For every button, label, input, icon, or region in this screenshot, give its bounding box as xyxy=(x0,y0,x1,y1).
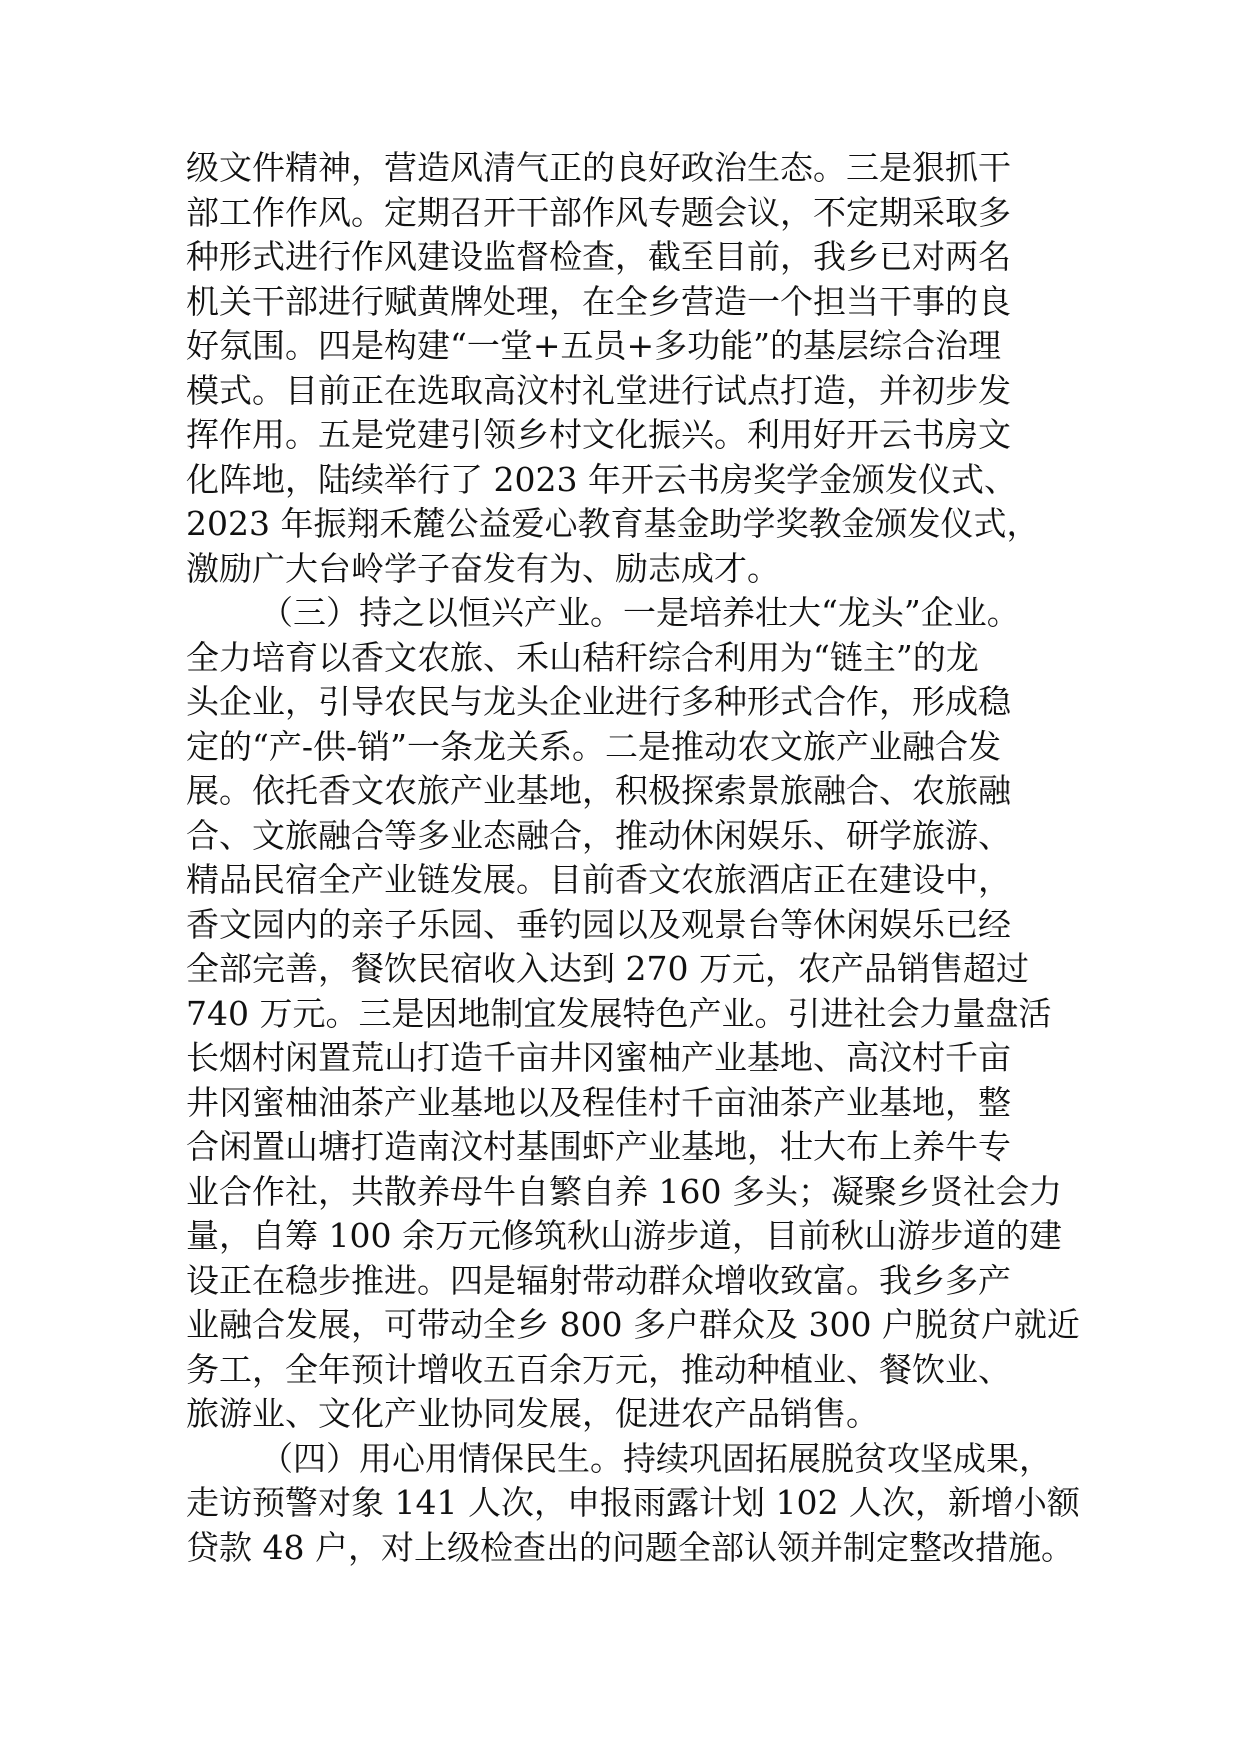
text-line: 务工，全年预计增收五百余万元，推动种植业、餐饮业、 xyxy=(186,1349,1011,1389)
text-line: 井冈蜜柚油茶产业基地以及程佳村千亩油茶产业基地，整 xyxy=(186,1082,1011,1122)
text-line: 全力培育以香文农旅、禾山秸秆综合利用为“链主”的龙 xyxy=(186,637,979,677)
text-line: 合闲置山塘打造南汶村基围虾产业基地，壮大布上养牛专 xyxy=(186,1127,1011,1166)
text-line: 好氛围。四是构建“一堂+五员+多功能”的基层综合治理 xyxy=(186,326,1002,365)
text-line: 定的“产-供-销”一条龙关系。二是推动农文旅产业融合发 xyxy=(186,726,1002,766)
text-line: 业合作社，共散养母牛自繁自养 160 多头；凝聚乡贤社会力 xyxy=(186,1171,1062,1211)
text-line: 2023 年振翔禾麓公益爱心教育基金助学奖教金颁发仪式， xyxy=(186,504,1040,543)
text-line: 挥作用。五是党建引领乡村文化振兴。利用好开云书房文 xyxy=(186,415,1011,454)
text-line: （四）用心用情保民生。持续巩固拓展脱贫攻坚成果， xyxy=(260,1438,1052,1478)
text-line: 激励广大台岭学子奋发有为、励志成才。 xyxy=(186,548,780,588)
text-line: 展。依托香文农旅产业基地，积极探索景旅融合、农旅融 xyxy=(186,771,1011,810)
text-line: 化阵地，陆续举行了 2023 年开云书房奖学金颁发仪式、 xyxy=(186,459,1017,499)
text-line: 740 万元。三是因地制宜发展特色产业。引进社会力量盘活 xyxy=(186,993,1052,1033)
text-line: 业融合发展，可带动全乡 800 多户群众及 300 户脱贫户就近 xyxy=(186,1305,1080,1344)
text-line: 机关干部进行赋黄牌处理，在全乡营造一个担当干事的良 xyxy=(186,281,1011,321)
text-line: 贷款 48 户，对上级检查出的问题全部认领并制定整改措施。 xyxy=(186,1527,1074,1567)
text-line: 种形式进行作风建设监督检查，截至目前，我乡已对两名 xyxy=(186,237,1011,276)
text-line: 级文件精神，营造风清气正的良好政治生态。三是狠抓干 xyxy=(186,148,1011,187)
text-line: （三）持之以恒兴产业。一是培养壮大“龙头”企业。 xyxy=(260,593,1020,632)
text-line: 量，自筹 100 余万元修筑秋山游步道，目前秋山游步道的建 xyxy=(186,1216,1062,1255)
text-line: 全部完善，餐饮民宿收入达到 270 万元，农产品销售超过 xyxy=(186,949,1029,988)
text-line: 旅游业、文化产业协同发展，促进农产品销售。 xyxy=(186,1394,879,1433)
text-line: 部工作作风。定期召开干部作风专题会议，不定期采取多 xyxy=(186,192,1011,232)
text-line: 香文园内的亲子乐园、垂钓园以及观景台等休闲娱乐已经 xyxy=(186,904,1011,944)
text-line: 精品民宿全产业链发展。目前香文农旅酒店正在建设中， xyxy=(186,860,1011,899)
body-text xyxy=(186,146,1086,1570)
text-line: 长烟村闲置荒山打造千亩井冈蜜柚产业基地、高汶村千亩 xyxy=(186,1038,1011,1077)
text-line: 走访预警对象 141 人次，申报雨露计划 102 人次，新增小额 xyxy=(186,1483,1080,1522)
text-line: 头企业，引导农民与龙头企业进行多种形式合作，形成稳 xyxy=(186,682,1011,721)
text-line: 模式。目前正在选取高汶村礼堂进行试点打造，并初步发 xyxy=(186,370,1011,410)
text-line: 设正在稳步推进。四是辐射带动群众增收致富。我乡多产 xyxy=(186,1260,1011,1300)
text-line: 合、文旅融合等多业态融合，推动休闲娱乐、研学旅游、 xyxy=(186,815,1011,855)
